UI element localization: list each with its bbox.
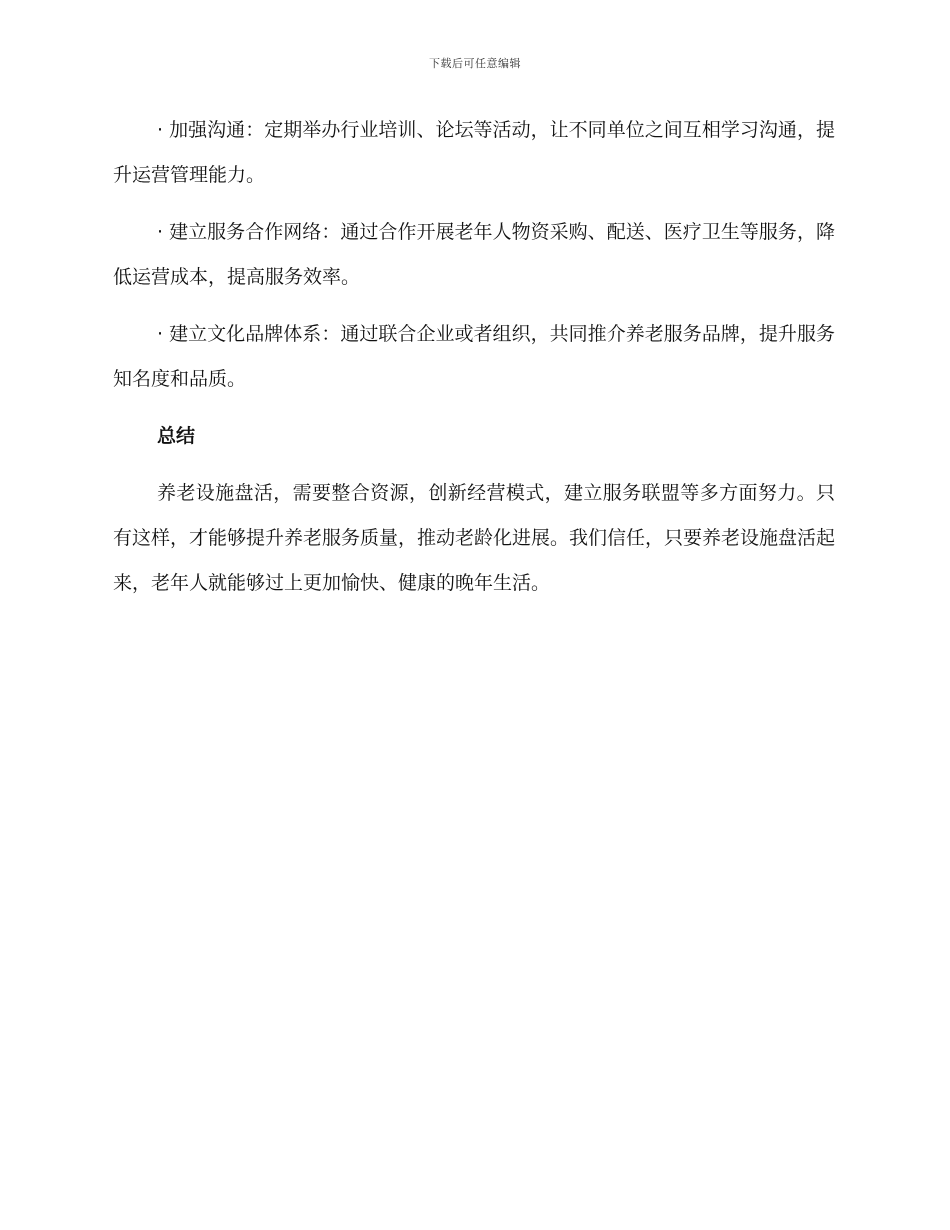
document-body (113, 108, 835, 618)
page-header-note: 下载后可任意编辑 (429, 57, 521, 70)
bullet-paragraph-service-network: · 建立服务合作网络：通过合作开展老年人物资采购、配送、医疗卫生等服务，降低运营成本，提高服务效率。 (113, 221, 835, 288)
bullet-paragraph-culture-brand: · 建立文化品牌体系：通过联合企业或者组织，共同推介养老服务品牌，提升服务知名度和品质。 (113, 323, 835, 390)
summary-paragraph: 养老设施盘活，需要整合资源，创新经营模式，建立服务联盟等多方面努力。只有这样，才能够提升养老服务质量，推动老龄化进展。我们信任，只要养老设施盘活起来，老年人就能够过上更加愉快、健康的晚年生活。 (113, 482, 836, 594)
summary-heading: 总结 (157, 425, 196, 447)
bullet-paragraph-communication: · 加强沟通：定期举办行业培训、论坛等活动，让不同单位之间互相学习沟通，提升运营管理能力。 (113, 119, 835, 186)
